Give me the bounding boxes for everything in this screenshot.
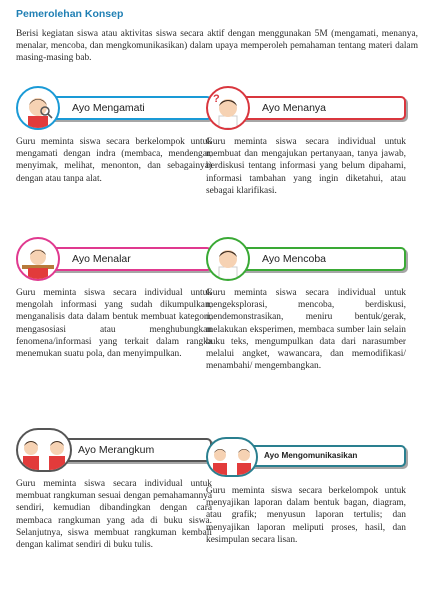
- card-label: Ayo Menanya: [234, 96, 406, 120]
- card-text: Guru meminta siswa secara berkelompok untuk menyajikan laporan dalam bentuk bagan, diagram, atau grafik; menyusun laporan tertulis; dan menyajikan laporan meliputi proses, hasil, dan kesimpulan secara lisan.: [206, 486, 406, 545]
- students-summarizing-icon: [16, 428, 72, 472]
- intro-paragraph: Berisi kegiatan siswa atau aktivitas siswa secara aktif dengan menggunakan 5M (mengamati, menanya, menalar, mencoba, dan mengkomunikasikan) dalam upaya memperoleh pemahaman tentang materi dalam masing-masing bab.: [16, 29, 418, 64]
- card-header: [206, 86, 406, 132]
- card-mencoba: [206, 237, 406, 372]
- card-label: Ayo Menalar: [44, 247, 212, 271]
- card-mengomunikasikan: [206, 437, 406, 546]
- svg-text:?: ?: [213, 93, 220, 105]
- card-mengamati: [16, 86, 212, 185]
- card-label: Ayo Mengamati: [44, 96, 212, 120]
- card-text: Guru meminta siswa secara individual untuk membuat dan mengajukan pertanyaan, tanya jawab, berdiskusi tentang informasi yang belum dipahami, informasi tambahan yang ingin diketahui, atau sebagai klarifikasi.: [206, 137, 406, 196]
- card-text: Guru meminta siswa secara individual untuk membuat rangkuman sesuai dengan pemahamannya sendiri, kemudian dibandingkan dengan cara membaca rangkuman yang ada di buku siswa. Selanjutnya, siswa membuat rangkuman kembali dengan kalimat sendiri di buku tulis.: [16, 479, 212, 551]
- students-communicating-icon: [206, 437, 258, 477]
- card-header: [206, 237, 406, 283]
- student-trying-icon: [206, 237, 250, 281]
- card-header: [16, 428, 212, 474]
- card-menanya: [206, 86, 406, 197]
- student-asking-icon: [206, 86, 250, 130]
- student-thinking-icon: [16, 237, 60, 281]
- card-label: Ayo Merangkum: [56, 438, 212, 462]
- card-header: [16, 237, 212, 283]
- card-merangkum: [16, 428, 212, 551]
- page-title: Pemerolehan Konsep: [16, 8, 124, 20]
- card-label: Ayo Mengomunikasikan: [242, 445, 406, 467]
- card-text: Guru meminta siswa secara individual untuk mengolah informasi yang sudah dikumpulkan, menganalisis data dalam bentuk membuat kategori, mengasosiasi atau menghubungkan fenomena/informasi yang terkait dalam rangka menemukan suatu pola, dan menyimpulkan.: [16, 288, 212, 360]
- card-text: Guru meminta siswa secara individual untuk mengeksplorasi, mencoba, berdiskusi, mendemonstrasikan, meniru bentuk/gerak, melakukan eksperimen, membaca sumber lain selain buku teks, mengumpulkan data dari narasumber melalui angket, wawancara, dan memodifikasi/ menambahi/ mengembangkan.: [206, 288, 406, 372]
- card-header: [16, 86, 212, 132]
- card-text: Guru meminta siswa secara berkelompok untuk mengamati dengan indra (membaca, mendengar, menyimak, melihat, menonton, dan sebagainya) dengan atau tanpa alat.: [16, 137, 212, 184]
- card-label: Ayo Mencoba: [234, 247, 406, 271]
- student-observing-icon: [16, 86, 60, 130]
- card-menalar: [16, 237, 212, 360]
- card-header: [206, 437, 406, 481]
